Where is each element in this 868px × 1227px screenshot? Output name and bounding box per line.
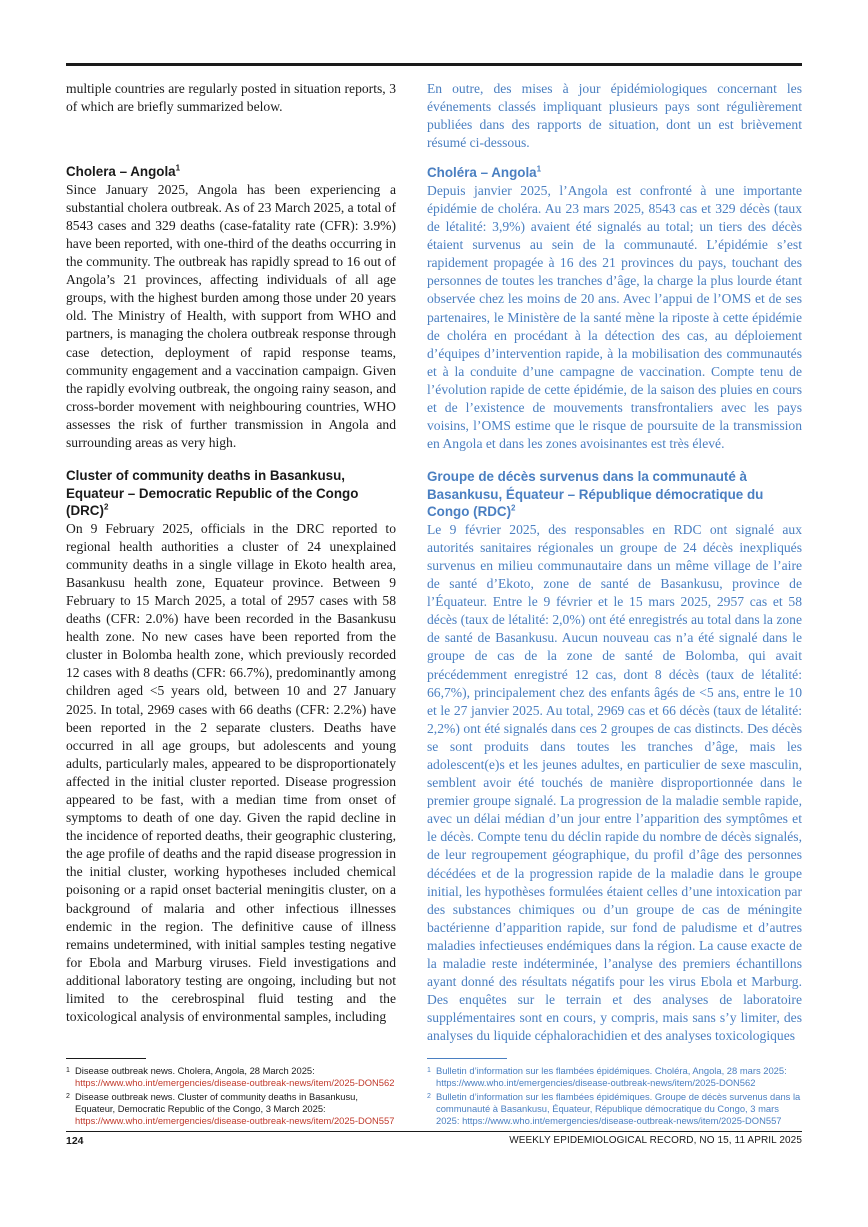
footnote-link-1[interactable]: https://www.who.int/emergencies/disease-outbreak-news/item/2025-DON562 bbox=[75, 1077, 395, 1088]
footnote-link-2[interactable]: https://www.who.int/emergencies/disease-outbreak-news/item/2025-DON557 bbox=[75, 1115, 395, 1126]
english-cholera-heading: Cholera – Angola$^1$ bbox=[66, 163, 181, 180]
french-cluster-body: Le 9 février 2025, des responsables en RDC ont signalé aux autorités sanitaires régionales un groupe de 24 décès inexpliqués survenus en milieu communautaire dans un même village de l’aire de santé d’Ekoto, zone de santé de Basankusu, province de l’Équateur. Entre le 9 février et le 15 mars 2025, 2957 cas et 58 décès (taux de létalité: 2,0%) ont été enregistrés au total dans la zone de santé de Basankusu. Aucun nouveau cas n’a été signalé dans le groupe de cas de la zone de santé de Bolomba, qui avait précédemment enregistré 12 cas, dont 8 décès (taux de létalité: 66,7%), principalement chez des enfants âgés de <5 ans, entre le 10 et le 27 janvier 2025. Au total, 2969 cas et 66 décès (taux de létalité: 2,2%) ont été signalés dans ces 2 groupes de cas distincts. Des décès se sont produits dans toutes les tranches d’âge, mais les adolescent(e)s et les jeunes adultes, en particulier de sexe masculin, semblent avoir été touchés de manière disproportionnée dans le premier groupe signalé. La progression de la maladie semble rapide, avec un délai médian d’un jour entre l’apparition des symptômes et le décès. Compte tenu du déclin rapide du nombre de décès signalés, de leur regroupement géographique, du profil d’âge des personnes décédées et de la progression rapide de la maladie dans le groupe initial, les hypothèses formulées étaient celles d’une intoxication par des substances chimiques ou d’un groupe de cas de méningite bactérienne d’apparition rapide, sur fond de paludisme et d’autres maladies infectieuses endémiques dans la région. La cause exacte de la maladie reste indéterminée, l’analyse des premiers échantillons ayant donné des résultats négatifs pour les virus Ebola et Marburg. Des enquêtes sur le terrain et des analyses de laboratoire supplémentaires sont en cours, y compris, mais sans s’y limiter, des analyses du liquide céphalorachidien et des analyses toxicologiques bbox=[427, 521, 802, 1044]
english-footnote-rule bbox=[66, 1058, 146, 1059]
english-column bbox=[66, 80, 396, 1026]
english-cholera-body: Since January 2025, Angola has been experiencing a substantial cholera outbreak. As of 23 March 2025, a total of 8543 cases and 329 deaths (case-fatality rate (CFR): 3.9%) have been reported, with one-third of the deaths occurring in the community. The outbreak has rapidly spread to 16 out of Angola’s 21 provinces, affecting individuals of all age groups, with the highest burden among those under 20 years old. The Ministry of Health, with support from WHO and partners, is managing the cholera outbreak response through case detection, deployment of rapid response teams, community engagement and a vaccination campaign. Given the rapidly evolving outbreak, the ongoing rainy season, and cross-border movement with neighbouring countries, WHO assesses the risk of further transmission in Angola and surrounding areas as very high. bbox=[66, 181, 396, 450]
bottom-rule bbox=[66, 1131, 802, 1132]
english-cluster-heading: Cluster of community deaths in Basankusu, Equateur – Democratic Republic of the Congo (DRC)$^2$ bbox=[66, 468, 359, 519]
footnote-ref-2-fr[interactable]: 2 bbox=[511, 503, 516, 513]
footnote-link-2-fr[interactable]: https://www.who.int/emergencies/disease-outbreak-news/item/2025-DON557 bbox=[462, 1115, 782, 1126]
french-intro: En outre, des mises à jour épidémiologiques concernant les événements classés impliquant plusieurs pays sont régulièrement publiées dans des rapports de situation, dont un est brièvement résumé ci-dessous. bbox=[427, 81, 802, 151]
french-column bbox=[427, 80, 802, 1046]
french-footnote-rule bbox=[427, 1058, 507, 1059]
french-cluster-heading: Groupe de décès survenus dans la communauté à Basankusu, Équateur – République démocratique du Congo (RDC)$^2$ bbox=[427, 469, 764, 520]
english-intro: multiple countries are regularly posted in situation reports, 3 of which are briefly summarized below. bbox=[66, 81, 396, 115]
english-cluster-body: On 9 February 2025, officials in the DRC reported to regional health authorities a cluster of 24 unexplained community deaths in a single village in Ekoto health area, Basankusu health zone, Equateur province. Between 9 February to 15 March 2025, a total of 2957 cases with 58 deaths (CFR: 2.0%) have been recorded in the Basankusu health zone. No new cases have been reported from the cluster in Bolomba health zone, which previously recorded 12 cases with 8 deaths (CFR: 66.7%), predominantly among children aged <5 years old, between 10 and 27 January 2025. In total, 2969 cases with 66 deaths (CFR: 2.2%) have been reported in the 2 separate clusters. Deaths have occurred in all age groups, but adolescents and young adults, particularly males, appeared to be disproportionately affected in the initial cluster reported. Disease progression appeared to be fast, with a median time from onset of symptoms to death of one day. Given the rapid decline in the incidence of reported deaths, their geographic clustering, the age profile of deaths and the rapid disease progression in the initial cluster, working hypotheses included chemical poisoning or a rapid onset bacterial meningitis cluster, on a background of malaria and other infectious illnesses endemic in the region. The definitive cause of illness remains undetermined, with initial samples testing negative for Ebola and Marburg viruses. Field investigations and additional laboratory testing are ongoing, including but not limited to the cerebrospinal fluid testing and the toxicological analysis of environmental samples, including bbox=[66, 520, 396, 1025]
top-rule bbox=[66, 63, 802, 66]
french-cholera-heading: Choléra – Angola$^1$ bbox=[427, 164, 542, 181]
french-cholera-body: Depuis janvier 2025, l’Angola est confronté à une importante épidémie de choléra. Au 23 mars 2025, 8543 cas et 329 décès (taux de létalité: 3,9%) avaient été signalés au total; un tiers des décès étaient survenus au sein de la communauté. L’épidémie s’est rapidement propagée à 16 des 21 provinces du pays, touchant des personnes de toutes les tranches d’âge, la charge la plus lourde étant observée chez les moins de 20 ans. Avec l’appui de l’OMS et de ses partenaires, le Ministère de la santé mène la riposte à cette épidémie de choléra en procédant à la détection des cas, au déploiement d’équipes d’intervention rapide, à la mobilisation des communautés et à la conduite d’une campagne de vaccination. Compte tenu de l’évolution rapide de cette épidémie, de la saison des pluies en cours et de l’existence de mouvements transfrontaliers avec les pays voisins, l’OMS estime que le risque de poursuite de la transmission en Angola et dans les zones avoisinantes est très élevé. bbox=[427, 182, 802, 452]
running-head: WEEKLY EPIDEMIOLOGICAL RECORD, NO 15, 11 APRIL 2025 bbox=[509, 1135, 802, 1146]
footnote-link-1-fr[interactable]: https://www.who.int/emergencies/disease-outbreak-news/item/2025-DON562 bbox=[436, 1077, 756, 1088]
footnote-ref-1-fr[interactable]: 1 bbox=[536, 164, 542, 174]
footnote-ref-1[interactable]: 1 bbox=[175, 163, 181, 173]
page-number: 124 bbox=[66, 1135, 84, 1147]
footnote-ref-2[interactable]: 2 bbox=[103, 502, 109, 512]
